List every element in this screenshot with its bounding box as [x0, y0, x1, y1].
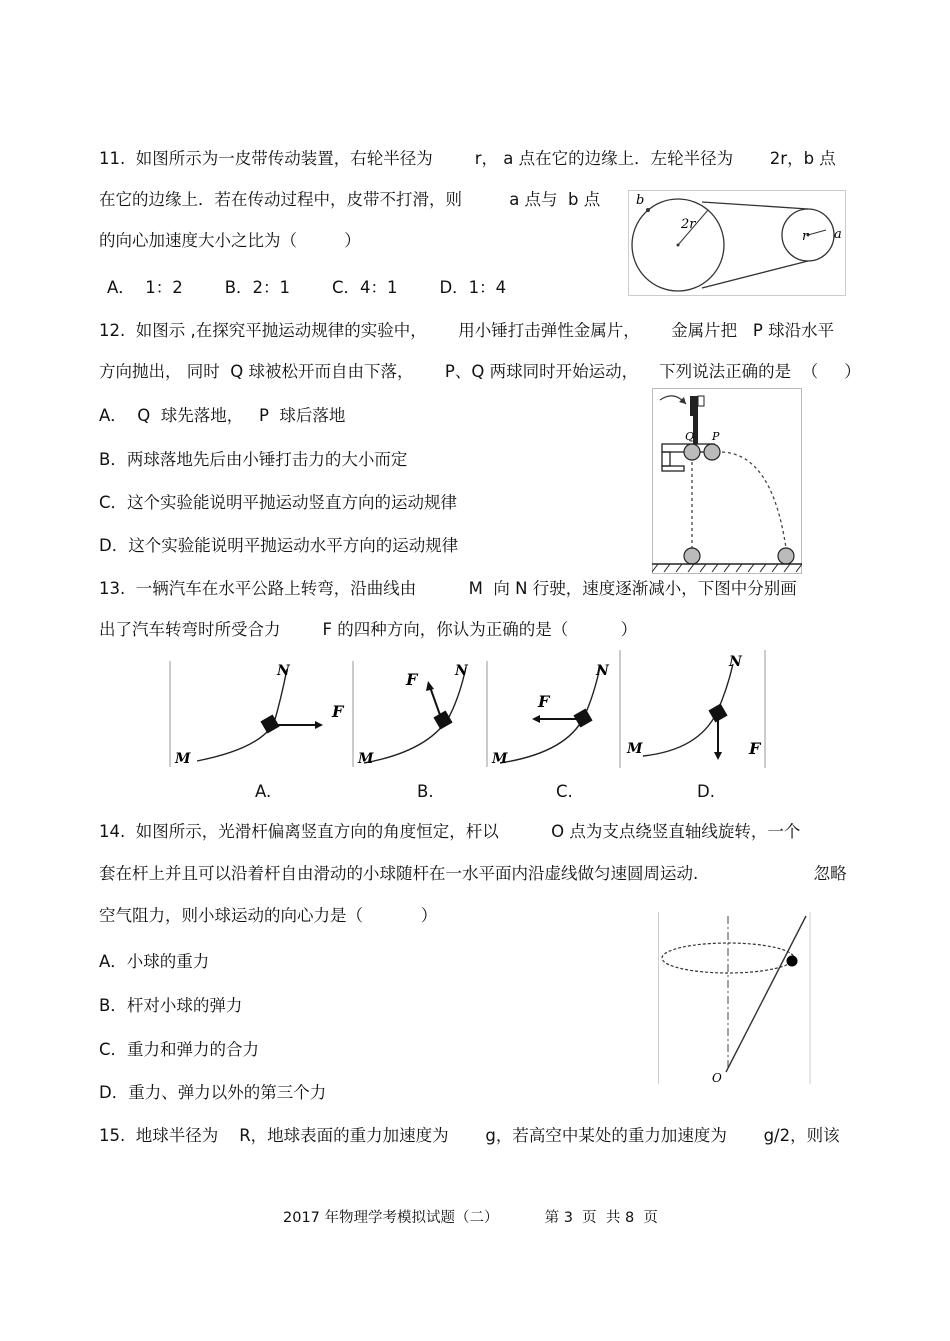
q13-line2: 出了汽车转弯时所受合力 F 的四种方向，你认为正确的是（ ） — [99, 620, 638, 639]
q12-opt-d: D．这个实验能说明平抛运动水平方向的运动规律 — [99, 536, 459, 555]
q11-options: A． 1：2 B．2：1 C．4：1 D．1：4 — [107, 278, 507, 297]
q14-line3: 空气阻力，则小球运动的向心力是（ ） — [99, 906, 438, 925]
q12-opt-b: B．两球落地先后由小锤打击力的大小而定 — [99, 450, 408, 469]
q14-opt-a: A．小球的重力 — [99, 952, 210, 971]
force-arrow — [430, 687, 440, 715]
ball-p — [704, 444, 720, 460]
label-f: F — [406, 670, 418, 689]
q15-line1: 15. 地球半径为 R，地球表面的重力加速度为 g，若高空中某处的重力加速度为 g/2，则该 — [99, 1126, 840, 1145]
label-f: F — [332, 702, 344, 721]
page-footer: 2017 年物理学考模拟试题（二） 第 3 页 共 8 页 — [283, 1210, 658, 1226]
label-m: M — [627, 741, 643, 757]
q13-panel-b — [352, 661, 485, 767]
rod — [726, 916, 806, 1072]
q11-line1: 11. 如图所示为一皮带传动装置，右轮半径为 r， a 点在它的边缘上．左轮半径为 2r，b 点 — [99, 149, 836, 168]
label-m: M — [175, 751, 191, 767]
q13-label-d: D. — [697, 782, 715, 801]
q14-line1: 14. 如图所示，光滑杆偏离竖直方向的角度恒定，杆以 O 点为支点绕竖直轴线旋转，一个 — [99, 822, 801, 841]
curve-path — [197, 669, 287, 761]
q13-panel-d — [619, 650, 767, 768]
label-m: M — [358, 751, 374, 767]
q14-opt-b: B．杆对小球的弹力 — [99, 996, 243, 1015]
q14-line2: 套在杆上并且可以沿着杆自由滑动的小球随杆在一水平面内沿虚线做匀速圆周运动. 忽略 — [99, 864, 847, 883]
q13-panel-a — [169, 661, 351, 767]
label-n: N — [277, 663, 290, 679]
ball — [787, 956, 798, 967]
q12-line1: 12. 如图示 ,在探究平抛运动规律的实验中， 用小锤打击弹性金属片， 金属片把 P 球沿水平 — [99, 321, 835, 340]
belt-bottom — [702, 261, 808, 288]
label-b: b — [636, 193, 645, 208]
label-n: N — [729, 654, 742, 670]
q13-label-c: C. — [556, 782, 573, 801]
label-f: F — [538, 692, 550, 711]
ball-p-landed — [778, 548, 794, 564]
figure-border — [653, 389, 802, 574]
point-b — [646, 208, 650, 212]
q11-line3: 的向心加速度大小之比为（ ） — [99, 231, 361, 250]
q13-label-b: B. — [417, 782, 434, 801]
ball-q-landed — [684, 548, 700, 564]
label-m: M — [492, 751, 508, 767]
label-f: F — [749, 739, 761, 758]
ground-hatch — [652, 564, 802, 572]
label-o: O — [712, 1071, 722, 1084]
projectile-path — [722, 452, 786, 548]
q13-line1: 13. 一辆汽车在水平公路上转弯，沿曲线由 M 向 N 行驶，速度逐渐减小，下图中分别画 — [99, 579, 797, 598]
right-radius-label: r — [802, 229, 809, 244]
q12-opt-c: C．这个实验能说明平抛运动竖直方向的运动规律 — [99, 493, 458, 512]
car-block — [433, 710, 452, 729]
label-p: P — [712, 430, 720, 443]
left-radius-label: 2r — [681, 217, 696, 232]
label-n: N — [455, 663, 468, 679]
projectile-experiment-figure — [652, 388, 802, 574]
label-q: Q — [685, 430, 695, 443]
q14-opt-c: C．重力和弹力的合力 — [99, 1040, 260, 1059]
car-block — [708, 703, 727, 722]
car-block — [260, 714, 279, 733]
q11-line2: 在它的边缘上．若在传动过程中，皮带不打滑，则 a 点与 b 点 — [99, 190, 601, 209]
rotating-rod-figure — [658, 912, 811, 1084]
belt-top — [702, 202, 808, 209]
hammer-handle — [690, 396, 698, 416]
right-radius-line — [808, 230, 826, 235]
q13-panel-c — [486, 661, 618, 767]
belt-drive-figure — [628, 190, 846, 296]
q12-line2: 方向抛出， 同时 Q 球被松开而自由下落， P、Q 两球同时开始运动， 下列说法正确的是 （ ） — [99, 362, 861, 381]
label-a: a — [834, 227, 842, 242]
q12-opt-a: A． Q 球先落地， P 球后落地 — [99, 406, 346, 425]
ball-q — [684, 444, 700, 460]
q13-label-a: A. — [255, 782, 272, 801]
label-n: N — [596, 663, 609, 679]
q14-opt-d: D．重力、弹力以外的第三个力 — [99, 1083, 327, 1102]
